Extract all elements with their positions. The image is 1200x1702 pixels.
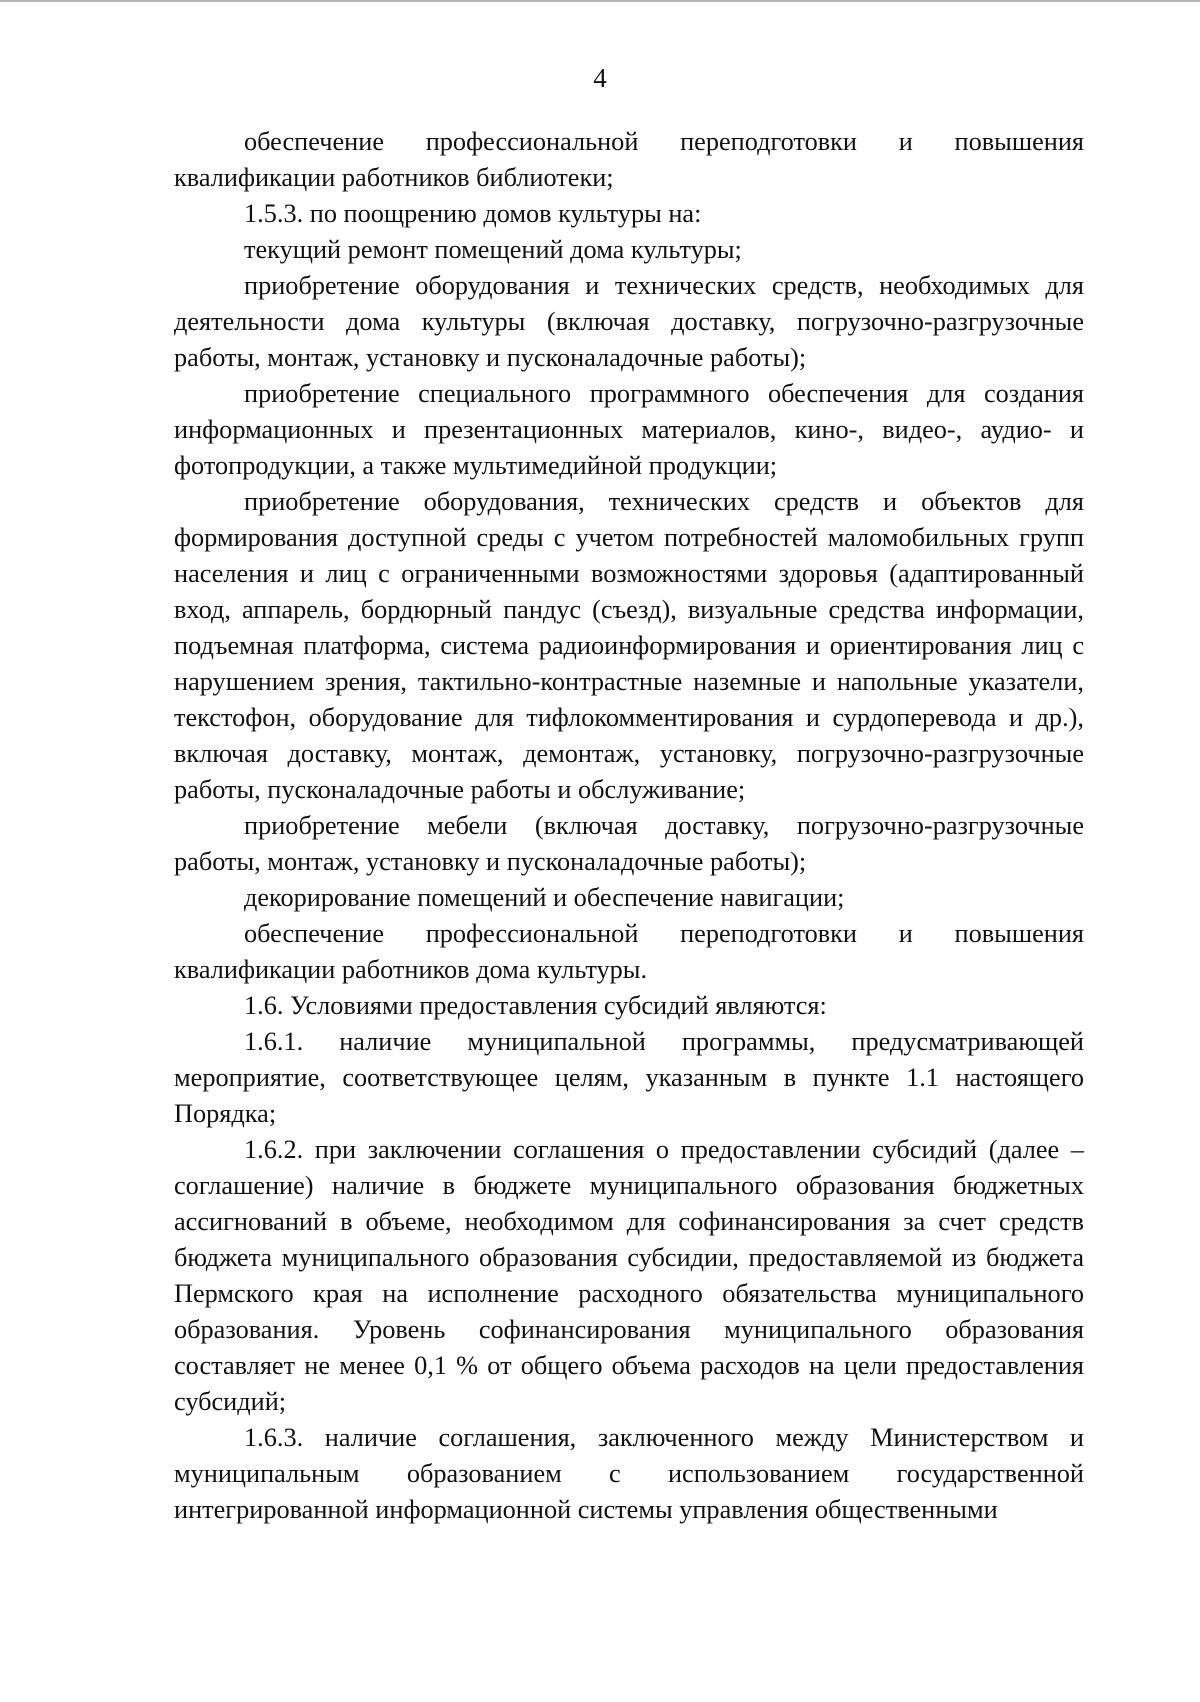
paragraph-1-6-3: 1.6.3. наличие соглашения, заключенного между Министерством и муниципальным образованием с использованием государственной интегрированной информационной системы управления общественными <box>174 1423 1084 1524</box>
paragraph-accessible-environment: приобретение оборудования, технических средств и объектов для формирования доступной среды с учетом потребностей маломобильных групп населения и лиц с ограниченными возможностями здоровья (адаптированный вход, аппарель, бордюрный пандус (съезд), визуальные средства информации, подъемная платформа, система радиоинформирования и ориентирования лиц с нарушением зрения, тактильно-контрастные наземные и напольные указатели, текстофон, оборудование для тифлокомментирования и сурдоперевода и др.), включая доставку, монтаж, демонтаж, установку, погрузочно-разгрузочные работы, пусконаладочные работы и обслуживание; <box>174 487 1084 804</box>
paragraph-1-5-3: 1.5.3. по поощрению домов культуры на: <box>244 199 702 228</box>
paragraph-equipment: приобретение оборудования и технических средств, необходимых для деятельности дома культуры (включая доставку, погрузочно-разгрузочные работы, монтаж, установку и пусконаладочные работы); <box>174 271 1084 372</box>
paragraph-culture-house-training: обеспечение профессиональной переподготовки и повышения квалификации работников дома культуры. <box>174 919 1084 984</box>
paragraph-1-6-2: 1.6.2. при заключении соглашения о предоставлении субсидий (далее – соглашение) наличие в бюджете муниципального образования бюджетных ассигнований в объеме, необходимом для софинансирования за счет средств бюджета муниципального образования субсидии, предоставляемой из бюджета Пермского края на исполнение расходного обязательства муниципального образования. Уровень софинансирования муниципального образования составляет не менее 0,1 % от общего объема расходов на цели предоставления субсидий; <box>174 1135 1084 1416</box>
paragraph-library-training: обеспечение профессиональной переподготовки и повышения квалификации работников библиотеки; <box>174 127 1084 192</box>
page-top-edge <box>0 0 1200 2</box>
paragraph-furniture: приобретение мебели (включая доставку, погрузочно-разгрузочные работы, монтаж, установку и пусконаладочные работы); <box>174 811 1084 876</box>
page-number: 4 <box>593 63 607 93</box>
document-body <box>174 124 1084 1528</box>
paragraph-software: приобретение специального программного обеспечения для создания информационных и презентационных материалов, кино-, видео-, аудио- и фотопродукции, а также мультимедийной продукции; <box>174 379 1084 480</box>
paragraph-1-6-1: 1.6.1. наличие муниципальной программы, предусматривающей мероприятие, соответствующее целям, указанным в пункте 1.1 настоящего Порядка; <box>174 1027 1084 1128</box>
paragraph-1-6: 1.6. Условиями предоставления субсидий являются: <box>244 991 827 1020</box>
paragraph-current-repair: текущий ремонт помещений дома культуры; <box>244 235 742 264</box>
paragraph-decoration: декорирование помещений и обеспечение навигации; <box>244 883 845 912</box>
